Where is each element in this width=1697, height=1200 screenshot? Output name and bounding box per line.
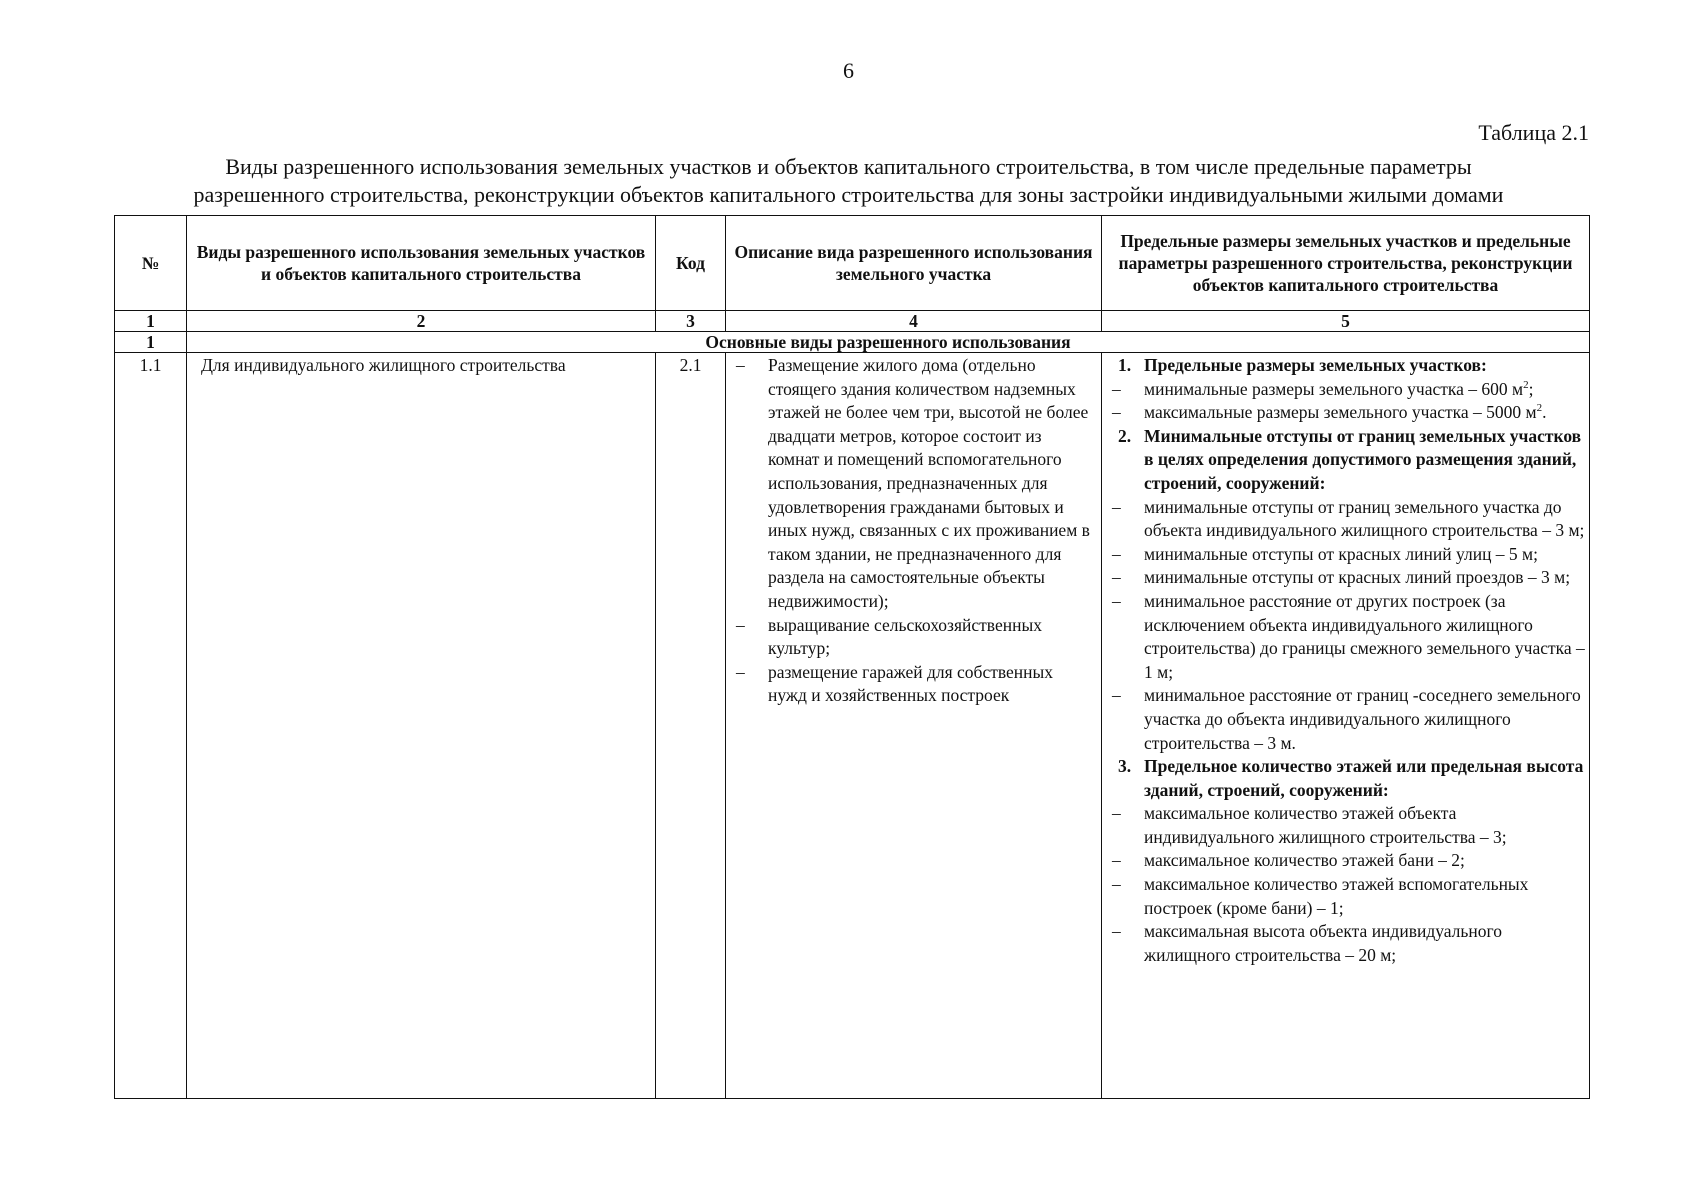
header-row (115, 216, 1590, 311)
param-group-heading (1102, 354, 1585, 378)
param-item: – максимальные размеры земельного участка – 5000 $м^2$. (1102, 401, 1585, 425)
param-group-heading (1102, 755, 1585, 802)
row-use-type: Для индивидуального жилищного строительства (187, 353, 656, 1099)
row-parameters (1102, 353, 1590, 1099)
header-code: Код (656, 216, 726, 311)
header-limits: Предельные размеры земельных участков и предельные параметры разрешенного строительства, реконструкции объектов капитального строительства (1102, 216, 1590, 311)
param-group-number: 2. (1118, 425, 1132, 446)
param-group-title: Минимальные отступы от границ земельных участков в целях определения допустимого размещения зданий, строений, сооружений: (1144, 425, 1582, 493)
section-title: Основные виды разрешенного использования (187, 332, 1590, 353)
param-group-number: 3. (1118, 756, 1132, 777)
param-group-title: Предельное количество этажей или предельная высота зданий, строений, сооружений: (1144, 756, 1584, 800)
table-title-line-2: разрешенного строительства, реконструкции объектов капитального строительства для зоны застройки индивидуальными жилыми домами (193, 182, 1504, 207)
param-item: – минимальные отступы от границ земельного участка до объекта индивидуального жилищного строительства – 3 м; (1102, 496, 1585, 543)
table-title-line-1: Виды разрешенного использования земельных участков и объектов капитального строительства, в том числе предельные параметры (225, 154, 1472, 179)
description-item: – Размещение жилого дома (отдельно стоящего здания количеством надземных этажей не более чем три, высотой не более двадцати метров, которое состоит из комнат и помещений вспомогательного использования, предназначенных для удовлетворения гражданами бытовых и иных нужд, связанных с их проживанием в таком здании, не предназначенного для раздела на самостоятельные объекты недвижимости); (726, 354, 1095, 614)
param-group-heading (1102, 425, 1585, 496)
table-row (115, 353, 1590, 1099)
column-number: 4 (726, 311, 1102, 332)
column-number: 1 (115, 311, 187, 332)
param-item: – максимальная высота объекта индивидуального жилищного строительства – 20 м; (1102, 920, 1585, 967)
header-no: № (115, 216, 187, 311)
section-number: 1 (115, 332, 187, 353)
land-use-table (114, 215, 1590, 1099)
row-code: 2.1 (656, 353, 726, 1099)
param-group-title: Предельные размеры земельных участков: (1144, 355, 1487, 375)
row-number: 1.1 (115, 353, 187, 1099)
header-types: Виды разрешенного использования земельных участков и объектов капитального строительства (187, 216, 656, 311)
column-number: 2 (187, 311, 656, 332)
param-item: – минимальные отступы от красных линий улиц – 5 м; (1102, 543, 1585, 567)
param-item: – минимальное расстояние от границ -соседнего земельного участка до объекта индивидуального жилищного строительства – 3 м. (1102, 684, 1585, 755)
column-number: 5 (1102, 311, 1590, 332)
table-label: Таблица 2.1 (1478, 120, 1589, 145)
section-row (115, 332, 1590, 353)
row-description (726, 353, 1102, 1099)
header-description: Описание вида разрешенного использования земельного участка (726, 216, 1102, 311)
param-item: – максимальное количество этажей бани – 2; (1102, 849, 1585, 873)
param-group-number: 1. (1118, 355, 1132, 375)
column-number: 3 (656, 311, 726, 332)
param-item: – минимальные размеры земельного участка – 600 $м^2$; (1102, 378, 1585, 402)
param-item: – минимальное расстояние от других построек (за исключением объекта индивидуального жилищного строительства) до границы смежного земельного участка – 1 м; (1102, 590, 1585, 684)
description-item: – размещение гаражей для собственных нужд и хозяйственных построек (726, 661, 1095, 708)
param-item: – максимальное количество этажей вспомогательных построек (кроме бани) – 1; (1102, 873, 1585, 920)
param-item: – максимальное количество этажей объекта индивидуального жилищного строительства – 3; (1102, 802, 1585, 849)
table-title (118, 153, 1579, 209)
description-item: – выращивание сельскохозяйственных культур; (726, 614, 1095, 661)
param-item: – минимальные отступы от красных линий проездов – 3 м; (1102, 566, 1585, 590)
page-number: 6 (843, 58, 854, 83)
column-number-row (115, 311, 1590, 332)
